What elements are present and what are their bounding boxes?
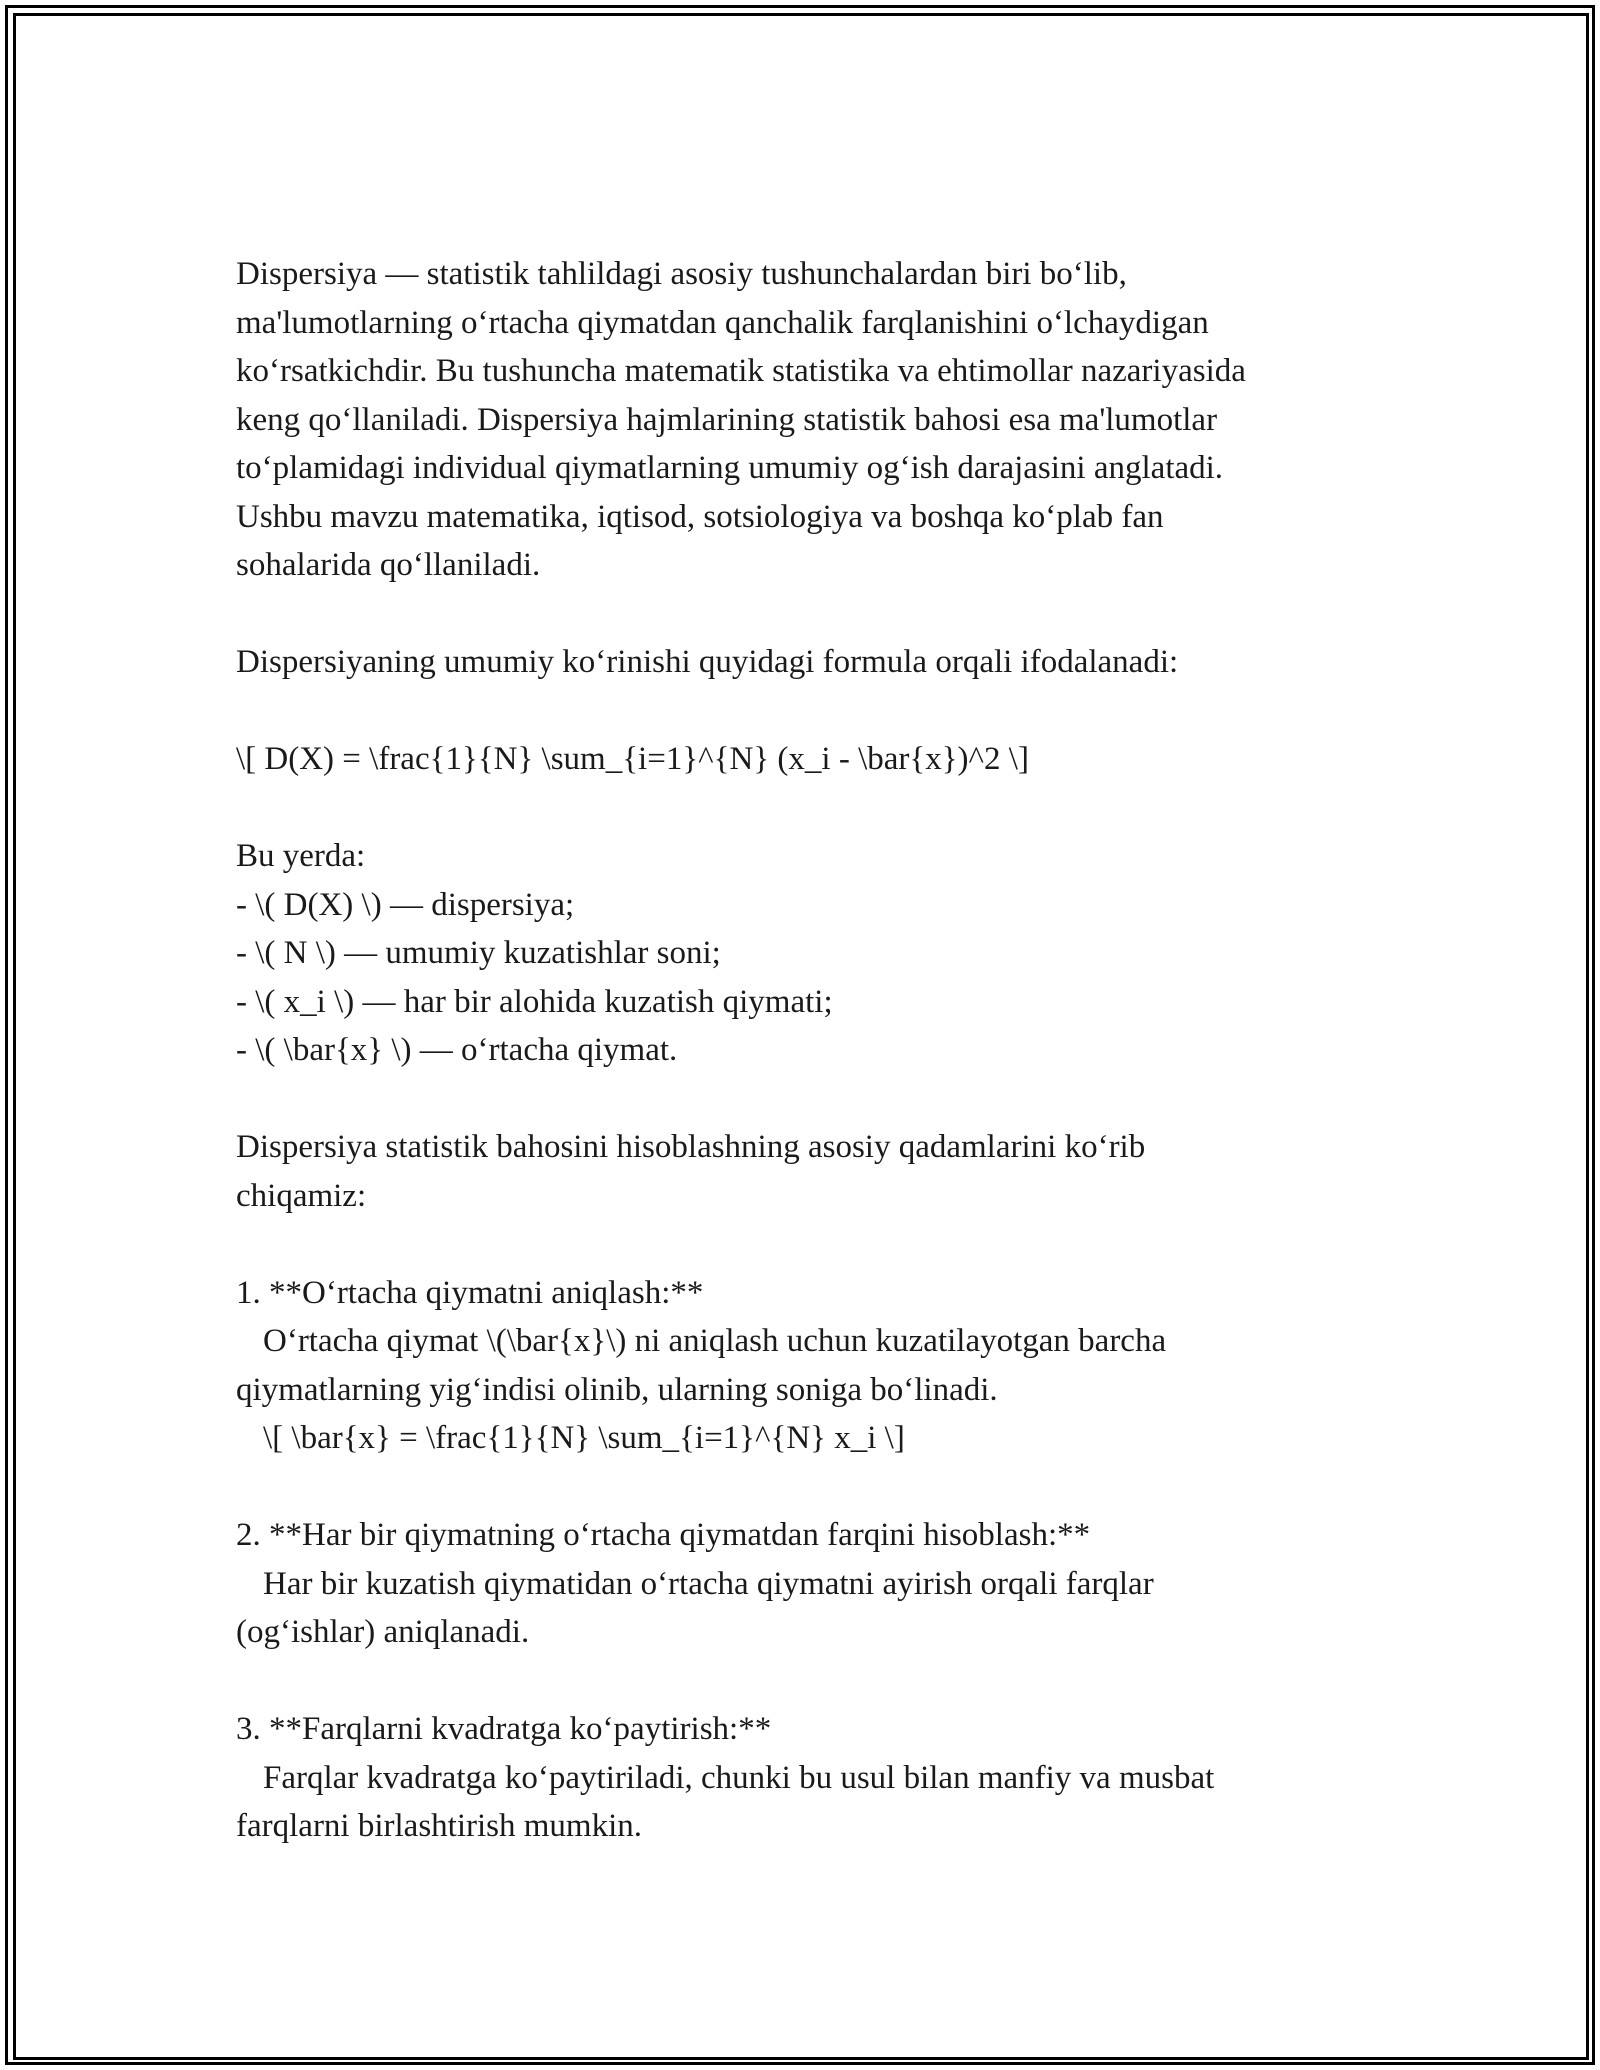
step-1 [236,1269,1386,1463]
definition-item: - \( N \) — umumiy kuzatishlar soni; [236,935,721,971]
text-line: sohalarida qo‘llaniladi. [236,547,541,583]
step-text-line: Har bir kuzatish qiymatidan o‘rtacha qiymatni ayirish orqali farqlar [263,1565,1154,1602]
definition-item: - \( x_i \) — har bir alohida kuzatish qiymati; [236,983,833,1020]
step-title: 1. **O‘rtacha qiymatni aniqlash:** [236,1274,704,1311]
document-body [236,250,1386,1899]
step-text-line: Farqlar kvadratga ko‘paytiriladi, chunki bu usul bilan manfiy va musbat [263,1759,1215,1796]
definitions-heading: Bu yerda: [236,838,366,874]
step-title: 2. **Har bir qiymatning o‘rtacha qiymatdan farqini hisoblash:** [236,1517,1091,1553]
text-line: to‘plamidagi individual qiymatlarning umumiy og‘ish darajasini anglatadi. [236,450,1224,486]
definitions-paragraph [236,832,1386,1075]
text-line: Ushbu mavzu matematika, iqtisod, sotsiologiya va boshqa ko‘plab fan [236,498,1164,535]
intro-paragraph [236,250,1386,590]
step-title: 3. **Farqlarni kvadratga ko‘paytirish:** [236,1711,772,1747]
text-line: keng qo‘llaniladi. Dispersiya hajmlarining statistik bahosi esa ma'lumotlar [236,401,1218,438]
step-text-line: (og‘ishlar) aniqlanadi. [236,1614,530,1650]
step-text-line: farqlarni birlashtirish mumkin. [236,1808,643,1844]
text-line: chiqamiz: [236,1177,367,1214]
formula-paragraph [236,735,1386,784]
definition-item: - \( \bar{x} \) — o‘rtacha qiymat. [236,1032,678,1068]
step-text-line: qiymatlarning yig‘indisi olinib, ularning soniga bo‘linadi. [236,1371,998,1408]
step-formula: \[ \bar{x} = \frac{1}{N} \sum_{i=1}^{N} x_i \] [263,1420,905,1456]
step-3 [236,1705,1386,1851]
formula-intro-paragraph [236,638,1386,687]
text-line: ma'lumotlarning o‘rtacha qiymatdan qanchalik farqlanishini o‘lchaydigan [236,304,1209,341]
definition-item: - \( D(X) \) — dispersiya; [236,886,575,923]
text-line: Dispersiya statistik bahosini hisoblashning asosiy qadamlarini ko‘rib [236,1129,1146,1165]
text-line: ko‘rsatkichdir. Bu tushuncha matematik statistika va ehtimollar nazariyasida [236,353,1246,389]
formula-intro: Dispersiyaning umumiy ko‘rinishi quyidagi formula orqali ifodalanadi: [236,644,1179,680]
variance-formula: \[ D(X) = \frac{1}{N} \sum_{i=1}^{N} (x_i - \bar{x})^2 \] [236,741,1029,777]
step-text-line: O‘rtacha qiymat \(\bar{x}\) ni aniqlash uchun kuzatilayotgan barcha [263,1323,1167,1359]
text-line: Dispersiya — statistik tahlildagi asosiy tushunchalardan biri bo‘lib, [236,256,1127,292]
steps-intro-paragraph [236,1123,1386,1220]
step-2 [236,1511,1386,1657]
